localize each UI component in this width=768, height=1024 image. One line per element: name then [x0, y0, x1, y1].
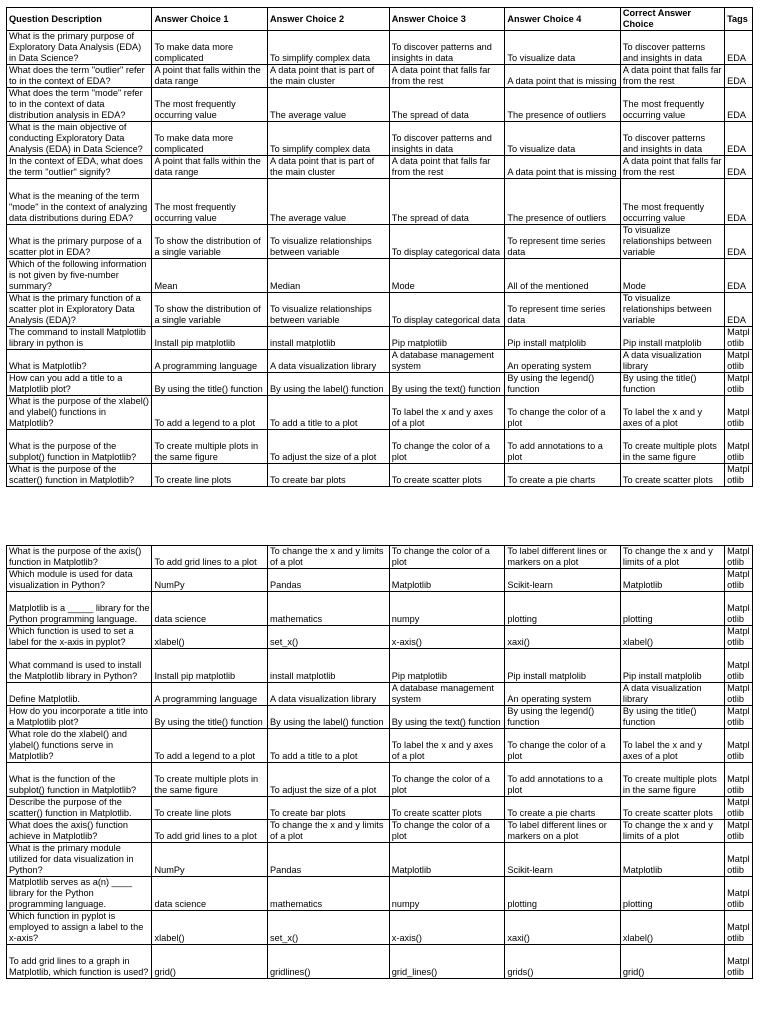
- choice-3-cell: A data point that falls far from the rest: [389, 65, 505, 88]
- correct-answer-cell: To change the x and y limits of a plot: [620, 546, 724, 569]
- choice-1-cell: data science: [152, 592, 268, 626]
- correct-answer-cell: To create scatter plots: [620, 464, 724, 487]
- question-cell: How do you incorporate a title into a Matplotlib plot?: [7, 706, 152, 729]
- tag-cell: Matplotlib: [725, 569, 753, 592]
- choice-3-cell: To display categorical data: [389, 225, 505, 259]
- choice-2-cell: To visualize relationships between variable: [268, 225, 390, 259]
- correct-answer-cell: Matplotlib: [620, 843, 724, 877]
- correct-answer-cell: To create multiple plots in the same figure: [620, 763, 724, 797]
- correct-answer-cell: A data visualization library: [620, 350, 724, 373]
- choice-4-cell: To represent time series data: [505, 225, 621, 259]
- choice-2-cell: A data point that is part of the main cluster: [268, 65, 390, 88]
- question-cell: What is the purpose of the axis() function in Matplotlib?: [7, 546, 152, 569]
- table-row: [7, 327, 753, 350]
- choice-2-cell: Pandas: [268, 843, 390, 877]
- choice-1-cell: NumPy: [152, 569, 268, 592]
- choice-3-cell: To label the x and y axes of a plot: [389, 396, 505, 430]
- choice-2-cell: To simplify complex data: [268, 122, 390, 156]
- choice-3-cell: Matplotlib: [389, 843, 505, 877]
- tag-cell: EDA: [725, 179, 753, 225]
- tag-cell: Matplotlib: [725, 546, 753, 569]
- choice-1-cell: A point that falls within the data range: [152, 156, 268, 179]
- tag-cell: Matplotlib: [725, 911, 753, 945]
- choice-4-cell: An operating system: [505, 683, 621, 706]
- choice-3-cell: numpy: [389, 592, 505, 626]
- choice-1-cell: Mean: [152, 259, 268, 293]
- correct-answer-cell: xlabel(): [620, 626, 724, 649]
- tag-cell: Matplotlib: [725, 843, 753, 877]
- choice-4-cell: Pip install matplolib: [505, 327, 621, 350]
- choice-1-cell: To create multiple plots in the same figure: [152, 763, 268, 797]
- choice-2-cell: set_x(): [268, 911, 390, 945]
- question-cell: What is the function of the subplot() function in Matplotlib?: [7, 763, 152, 797]
- table-row: [7, 88, 753, 122]
- choice-4-cell: To create a pie charts: [505, 464, 621, 487]
- table-row: [7, 430, 753, 464]
- header-question: Question Description: [7, 8, 152, 31]
- choice-2-cell: mathematics: [268, 592, 390, 626]
- tag-cell: EDA: [725, 259, 753, 293]
- choice-4-cell: xaxi(): [505, 626, 621, 649]
- tag-cell: Matplotlib: [725, 373, 753, 396]
- choice-2-cell: To change the x and y limits of a plot: [268, 546, 390, 569]
- table-row: [7, 649, 753, 683]
- choice-3-cell: To discover patterns and insights in data: [389, 31, 505, 65]
- choice-3-cell: The spread of data: [389, 88, 505, 122]
- choice-1-cell: To make data more complicated: [152, 31, 268, 65]
- choice-1-cell: To show the distribution of a single variable: [152, 225, 268, 259]
- choice-4-cell: To change the color of a plot: [505, 729, 621, 763]
- choice-2-cell: Median: [268, 259, 390, 293]
- question-cell: Which of the following information is not given by five-number summary?: [7, 259, 152, 293]
- table-row: [7, 396, 753, 430]
- choice-1-cell: By using the title() function: [152, 706, 268, 729]
- table-row: [7, 225, 753, 259]
- choice-1-cell: NumPy: [152, 843, 268, 877]
- tag-cell: Matplotlib: [725, 945, 753, 979]
- choice-4-cell: By using the legend() function: [505, 706, 621, 729]
- table-row: [7, 350, 753, 373]
- question-cell: What is the meaning of the term "mode" in the context of analyzing data distributions during EDA?: [7, 179, 152, 225]
- correct-answer-cell: grid(): [620, 945, 724, 979]
- choice-3-cell: x-axis(): [389, 911, 505, 945]
- question-table-page-1: [6, 7, 753, 487]
- question-table-page-2: [6, 545, 753, 979]
- question-cell: What does the term "mode" refer to in the context of data distribution analysis in EDA?: [7, 88, 152, 122]
- table-row: [7, 179, 753, 225]
- choice-2-cell: To change the x and y limits of a plot: [268, 820, 390, 843]
- choice-4-cell: Scikit-learn: [505, 843, 621, 877]
- tag-cell: Matplotlib: [725, 797, 753, 820]
- choice-3-cell: To create scatter plots: [389, 797, 505, 820]
- choice-3-cell: A database management system: [389, 683, 505, 706]
- choice-3-cell: To change the color of a plot: [389, 546, 505, 569]
- choice-2-cell: Pandas: [268, 569, 390, 592]
- choice-2-cell: To adjust the size of a plot: [268, 763, 390, 797]
- choice-4-cell: To visualize data: [505, 122, 621, 156]
- correct-answer-cell: xlabel(): [620, 911, 724, 945]
- table-row: [7, 464, 753, 487]
- table-row: [7, 65, 753, 88]
- choice-3-cell: To change the color of a plot: [389, 820, 505, 843]
- choice-4-cell: To label different lines or markers on a plot: [505, 546, 621, 569]
- choice-1-cell: To add a legend to a plot: [152, 396, 268, 430]
- header-row: [7, 8, 753, 31]
- table-row: [7, 820, 753, 843]
- choice-4-cell: The presence of outliers: [505, 179, 621, 225]
- choice-1-cell: To create multiple plots in the same figure: [152, 430, 268, 464]
- correct-answer-cell: To label the x and y axes of a plot: [620, 396, 724, 430]
- correct-answer-cell: A data point that falls far from the rest: [620, 156, 724, 179]
- correct-answer-cell: To visualize relationships between variable: [620, 293, 724, 327]
- table-body: [7, 31, 753, 487]
- choice-2-cell: To add a title to a plot: [268, 396, 390, 430]
- choice-1-cell: A point that falls within the data range: [152, 65, 268, 88]
- tag-cell: Matplotlib: [725, 464, 753, 487]
- tag-cell: EDA: [725, 31, 753, 65]
- question-cell: What does the axis() function achieve in Matplotlib?: [7, 820, 152, 843]
- question-cell: In the context of EDA, what does the term "outlier" signify?: [7, 156, 152, 179]
- table-body-continued: [7, 546, 753, 979]
- choice-2-cell: install matplotlib: [268, 649, 390, 683]
- choice-4-cell: To add annotations to a plot: [505, 430, 621, 464]
- choice-3-cell: A data point that falls far from the rest: [389, 156, 505, 179]
- choice-1-cell: To create line plots: [152, 464, 268, 487]
- table-row: [7, 797, 753, 820]
- choice-3-cell: Mode: [389, 259, 505, 293]
- question-cell: What is the primary function of a scatter plot in Exploratory Data Analysis (EDA)?: [7, 293, 152, 327]
- header-choice-4: Answer Choice 4: [505, 8, 621, 31]
- question-cell: What is the primary module utilized for data visualization in Python?: [7, 843, 152, 877]
- choice-4-cell: A data point that is missing: [505, 65, 621, 88]
- choice-4-cell: To add annotations to a plot: [505, 763, 621, 797]
- question-cell: The command to install Matplotlib library in python is: [7, 327, 152, 350]
- header-choice-1: Answer Choice 1: [152, 8, 268, 31]
- choice-3-cell: To create scatter plots: [389, 464, 505, 487]
- choice-3-cell: To label the x and y axes of a plot: [389, 729, 505, 763]
- correct-answer-cell: plotting: [620, 877, 724, 911]
- choice-1-cell: To add grid lines to a plot: [152, 546, 268, 569]
- choice-2-cell: The average value: [268, 88, 390, 122]
- correct-answer-cell: Pip install matplolib: [620, 649, 724, 683]
- correct-answer-cell: plotting: [620, 592, 724, 626]
- choice-1-cell: Install pip matplotlib: [152, 327, 268, 350]
- choice-1-cell: Install pip matplotlib: [152, 649, 268, 683]
- question-cell: Matplotlib is a _____ library for the Python programming language.: [7, 592, 152, 626]
- choice-2-cell: A data point that is part of the main cluster: [268, 156, 390, 179]
- question-cell: What does the term "outlier" refer to in the context of EDA?: [7, 65, 152, 88]
- tag-cell: Matplotlib: [725, 877, 753, 911]
- tag-cell: Matplotlib: [725, 649, 753, 683]
- question-cell: What is Matplotlib?: [7, 350, 152, 373]
- correct-answer-cell: The most frequently occurring value: [620, 88, 724, 122]
- choice-1-cell: To make data more complicated: [152, 122, 268, 156]
- choice-2-cell: set_x(): [268, 626, 390, 649]
- table-row: [7, 877, 753, 911]
- choice-2-cell: install matplotlib: [268, 327, 390, 350]
- choice-2-cell: The average value: [268, 179, 390, 225]
- choice-3-cell: numpy: [389, 877, 505, 911]
- header-tags: Tags: [725, 8, 753, 31]
- choice-2-cell: To add a title to a plot: [268, 729, 390, 763]
- choice-2-cell: By using the label() function: [268, 706, 390, 729]
- tag-cell: Matplotlib: [725, 706, 753, 729]
- question-cell: What command is used to install the Matplotlib library in Python?: [7, 649, 152, 683]
- choice-1-cell: To show the distribution of a single variable: [152, 293, 268, 327]
- question-cell: What is the primary purpose of Exploratory Data Analysis (EDA) in Data Science?: [7, 31, 152, 65]
- tag-cell: EDA: [725, 65, 753, 88]
- correct-answer-cell: Matplotlib: [620, 569, 724, 592]
- tag-cell: Matplotlib: [725, 592, 753, 626]
- choice-1-cell: A programming language: [152, 683, 268, 706]
- choice-3-cell: By using the text() function: [389, 373, 505, 396]
- choice-2-cell: mathematics: [268, 877, 390, 911]
- choice-4-cell: To represent time series data: [505, 293, 621, 327]
- question-cell: What is the purpose of the subplot() function in Matplotlib?: [7, 430, 152, 464]
- choice-4-cell: Scikit-learn: [505, 569, 621, 592]
- question-cell: To add grid lines to a graph in Matplotlib, which function is used?: [7, 945, 152, 979]
- tag-cell: Matplotlib: [725, 430, 753, 464]
- question-cell: What is the purpose of the xlabel() and ylabel() functions in Matplotlib?: [7, 396, 152, 430]
- choice-3-cell: A database management system: [389, 350, 505, 373]
- question-cell: What is the primary purpose of a scatter plot in EDA?: [7, 225, 152, 259]
- choice-1-cell: grid(): [152, 945, 268, 979]
- tag-cell: Matplotlib: [725, 350, 753, 373]
- table-row: [7, 259, 753, 293]
- choice-3-cell: To change the color of a plot: [389, 430, 505, 464]
- tag-cell: Matplotlib: [725, 327, 753, 350]
- tag-cell: Matplotlib: [725, 683, 753, 706]
- choice-4-cell: To create a pie charts: [505, 797, 621, 820]
- question-cell: Matplotlib serves as a(n) ____ library for the Python programming language.: [7, 877, 152, 911]
- header-choice-3: Answer Choice 3: [389, 8, 505, 31]
- choice-4-cell: An operating system: [505, 350, 621, 373]
- choice-4-cell: grids(): [505, 945, 621, 979]
- choice-2-cell: A data visualization library: [268, 683, 390, 706]
- correct-answer-cell: A data visualization library: [620, 683, 724, 706]
- correct-answer-cell: A data point that falls far from the rest: [620, 65, 724, 88]
- question-table: [6, 7, 753, 487]
- correct-answer-cell: By using the title() function: [620, 373, 724, 396]
- choice-4-cell: Pip install matplolib: [505, 649, 621, 683]
- table-row: [7, 843, 753, 877]
- choice-3-cell: Pip matplotlib: [389, 327, 505, 350]
- table-row: [7, 683, 753, 706]
- question-cell: What is the purpose of the scatter() function in Matplotlib?: [7, 464, 152, 487]
- tag-cell: Matplotlib: [725, 820, 753, 843]
- choice-3-cell: Matplotlib: [389, 569, 505, 592]
- choice-1-cell: To add grid lines to a plot: [152, 820, 268, 843]
- tag-cell: EDA: [725, 293, 753, 327]
- choice-1-cell: By using the title() function: [152, 373, 268, 396]
- table-row: [7, 706, 753, 729]
- table-row: [7, 626, 753, 649]
- choice-2-cell: To simplify complex data: [268, 31, 390, 65]
- choice-4-cell: To label different lines or markers on a plot: [505, 820, 621, 843]
- tag-cell: Matplotlib: [725, 763, 753, 797]
- choice-3-cell: Pip matplotlib: [389, 649, 505, 683]
- correct-answer-cell: To visualize relationships between variable: [620, 225, 724, 259]
- tag-cell: Matplotlib: [725, 396, 753, 430]
- choice-2-cell: To create bar plots: [268, 797, 390, 820]
- choice-2-cell: gridlines(): [268, 945, 390, 979]
- table-row: [7, 763, 753, 797]
- choice-1-cell: The most frequently occurring value: [152, 88, 268, 122]
- header-correct-answer: Correct Answer Choice: [620, 8, 724, 31]
- tag-cell: EDA: [725, 225, 753, 259]
- choice-3-cell: The spread of data: [389, 179, 505, 225]
- table-row: [7, 373, 753, 396]
- tag-cell: EDA: [725, 156, 753, 179]
- question-cell: Define Matplotlib.: [7, 683, 152, 706]
- tag-cell: EDA: [725, 122, 753, 156]
- table-row: [7, 592, 753, 626]
- question-cell: Describe the purpose of the scatter() function in Matplotlib.: [7, 797, 152, 820]
- header-choice-2: Answer Choice 2: [268, 8, 390, 31]
- choice-1-cell: A programming language: [152, 350, 268, 373]
- choice-1-cell: xlabel(): [152, 626, 268, 649]
- table-row: [7, 31, 753, 65]
- correct-answer-cell: To discover patterns and insights in data: [620, 122, 724, 156]
- tag-cell: Matplotlib: [725, 729, 753, 763]
- choice-3-cell: To change the color of a plot: [389, 763, 505, 797]
- choice-2-cell: To adjust the size of a plot: [268, 430, 390, 464]
- choice-3-cell: By using the text() function: [389, 706, 505, 729]
- choice-1-cell: To add a legend to a plot: [152, 729, 268, 763]
- table-row: [7, 569, 753, 592]
- question-cell: Which function in pyplot is employed to assign a label to the x-axis?: [7, 911, 152, 945]
- table-row: [7, 122, 753, 156]
- correct-answer-cell: By using the title() function: [620, 706, 724, 729]
- table-row: [7, 729, 753, 763]
- question-cell: Which function is used to set a label for the x-axis in pyplot?: [7, 626, 152, 649]
- question-table-continued: [6, 545, 753, 979]
- choice-3-cell: grid_lines(): [389, 945, 505, 979]
- choice-4-cell: A data point that is missing: [505, 156, 621, 179]
- question-cell: Which module is used for data visualization in Python?: [7, 569, 152, 592]
- choice-3-cell: To discover patterns and insights in data: [389, 122, 505, 156]
- choice-4-cell: The presence of outliers: [505, 88, 621, 122]
- table-row: [7, 293, 753, 327]
- choice-1-cell: The most frequently occurring value: [152, 179, 268, 225]
- correct-answer-cell: Pip install matplolib: [620, 327, 724, 350]
- choice-1-cell: To create line plots: [152, 797, 268, 820]
- choice-2-cell: By using the label() function: [268, 373, 390, 396]
- table-row: [7, 945, 753, 979]
- correct-answer-cell: To create scatter plots: [620, 797, 724, 820]
- choice-4-cell: plotting: [505, 592, 621, 626]
- question-cell: How can you add a title to a Matplotlib plot?: [7, 373, 152, 396]
- correct-answer-cell: Mode: [620, 259, 724, 293]
- choice-2-cell: To create bar plots: [268, 464, 390, 487]
- choice-4-cell: By using the legend() function: [505, 373, 621, 396]
- question-cell: What is the main objective of conducting Exploratory Data Analysis (EDA) in Data Science?: [7, 122, 152, 156]
- choice-1-cell: data science: [152, 877, 268, 911]
- choice-3-cell: x-axis(): [389, 626, 505, 649]
- correct-answer-cell: To create multiple plots in the same figure: [620, 430, 724, 464]
- tag-cell: Matplotlib: [725, 626, 753, 649]
- choice-4-cell: To change the color of a plot: [505, 396, 621, 430]
- choice-4-cell: plotting: [505, 877, 621, 911]
- choice-1-cell: xlabel(): [152, 911, 268, 945]
- correct-answer-cell: To label the x and y axes of a plot: [620, 729, 724, 763]
- choice-2-cell: A data visualization library: [268, 350, 390, 373]
- tag-cell: EDA: [725, 88, 753, 122]
- choice-4-cell: To visualize data: [505, 31, 621, 65]
- correct-answer-cell: The most frequently occurring value: [620, 179, 724, 225]
- choice-4-cell: xaxi(): [505, 911, 621, 945]
- choice-2-cell: To visualize relationships between variable: [268, 293, 390, 327]
- table-row: [7, 546, 753, 569]
- table-row: [7, 156, 753, 179]
- question-cell: What role do the xlabel() and ylabel() functions serve in Matplotlib?: [7, 729, 152, 763]
- correct-answer-cell: To discover patterns and insights in data: [620, 31, 724, 65]
- choice-3-cell: To display categorical data: [389, 293, 505, 327]
- table-row: [7, 911, 753, 945]
- choice-4-cell: All of the mentioned: [505, 259, 621, 293]
- correct-answer-cell: To change the x and y limits of a plot: [620, 820, 724, 843]
